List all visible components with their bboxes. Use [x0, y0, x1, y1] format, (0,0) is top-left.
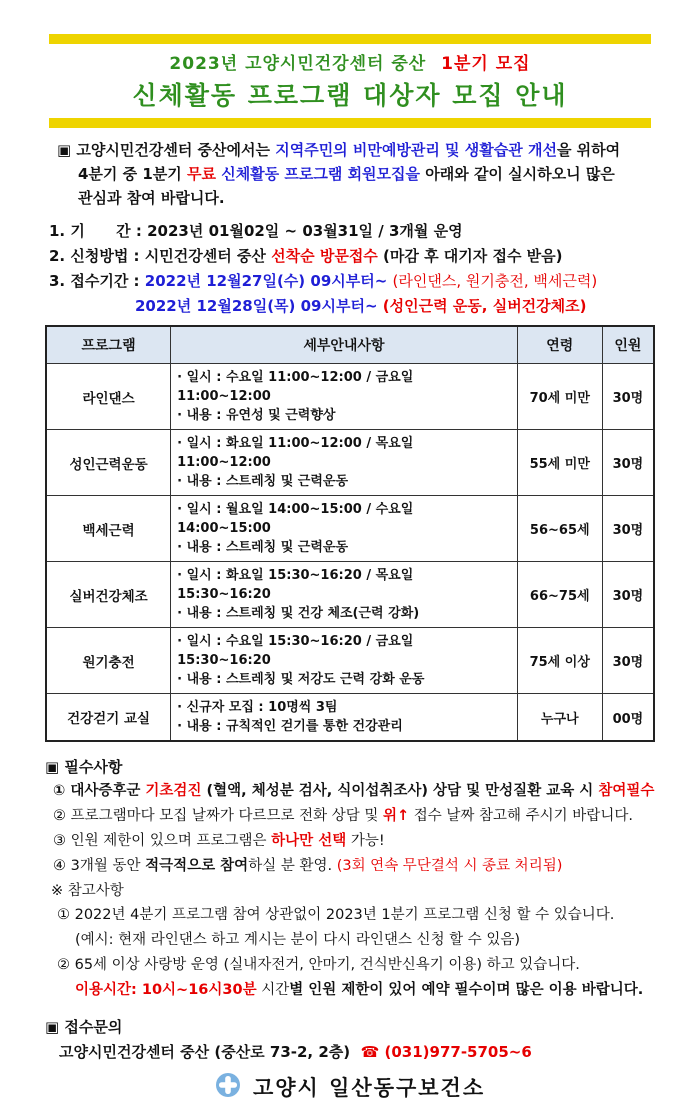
table-row: [46, 562, 654, 628]
intro-paragraph: [57, 138, 655, 210]
requirement-item: ② 프로그램마다 모집 날짜가 다르므로 전화 상담 및 위↑ 접수 날짜 참고해 주시기 바랍니다.: [53, 808, 633, 824]
col-header-age: 연령: [517, 326, 602, 364]
intro-line: 관심과 참여 바랍니다.: [78, 189, 225, 207]
contact-heading: ▣ 접수문의: [45, 1018, 123, 1036]
apply-date-line1: 3. 접수기간 : 2022년 12월27일(수) 09시부터~ (라인댄스, 원기충전, 백세근력): [49, 272, 598, 290]
capacity-cell: 30명: [602, 562, 654, 628]
table-row: [46, 694, 654, 742]
age-cell: 56~65세: [517, 496, 602, 562]
detail-line: · 내용 : 규칙적인 걷기를 통한 건강관리: [177, 719, 403, 734]
capacity-cell: 30명: [602, 364, 654, 430]
detail-line: · 일시 : 화요일 11:00~12:00 / 목요일 11:00~12:00: [177, 436, 414, 470]
title-line1: [45, 49, 655, 74]
capacity-cell: 30명: [602, 430, 654, 496]
program-name-cell: 건강걷기 교실: [46, 694, 171, 742]
requirements-list: [45, 779, 655, 879]
detail-line: · 일시 : 월요일 14:00~15:00 / 수요일 14:00~15:00: [177, 502, 414, 536]
detail-line: · 내용 : 스트레칭 및 저강도 근력 강화 운동: [177, 672, 425, 687]
age-cell: 55세 미만: [517, 430, 602, 496]
table-header-row: [46, 326, 654, 364]
page-title: [45, 49, 655, 112]
age-cell: 75세 이상: [517, 628, 602, 694]
intro-line: ▣ 고양시민건강센터 중산에서는 지역주민의 비만예방관리 및 생활습관 개선을 위하여: [57, 141, 621, 159]
detail-line: · 내용 : 유연성 및 근력향상: [177, 408, 336, 423]
program-name-cell: 백세근력: [46, 496, 171, 562]
detail-line: · 신규자 모집 : 10명씩 3팀: [177, 700, 338, 715]
col-header-capacity: 인원: [602, 326, 654, 364]
age-cell: 누구나: [517, 694, 602, 742]
note-line: ② 65세 이상 사랑방 운영 (실내자전거, 안마기, 건식반신욕기 이용) 하고 있습니다.: [57, 957, 580, 973]
program-name-cell: 라인댄스: [46, 364, 171, 430]
program-name-cell: 원기충전: [46, 628, 171, 694]
detail-cell: [171, 628, 518, 694]
requirements-heading: ▣ 필수사항: [45, 758, 123, 776]
intro-line: 4분기 중 1분기 무료 신체활동 프로그램 회원모집을 아래와 같이 실시하오니 많은: [78, 165, 615, 183]
table-row: [46, 628, 654, 694]
table-row: [46, 364, 654, 430]
contact-line: 고양시민건강센터 중산 (중산로 73-2, 2층) ☎ (031)977-5705~6: [59, 1043, 532, 1061]
detail-line: · 내용 : 스트레칭 및 건강 체조(근력 강화): [177, 606, 420, 621]
capacity-cell: 30명: [602, 628, 654, 694]
apply-method-line: 2. 신청방법 : 시민건강센터 중산 선착순 방문접수 (마감 후 대기자 접수 받음): [49, 247, 563, 265]
title-line1-red: 1분기 모집: [441, 54, 531, 74]
detail-cell: [171, 562, 518, 628]
detail-line: · 내용 : 스트레칭 및 근력운동: [177, 474, 349, 489]
note-line: ① 2022년 4분기 프로그램 참여 상관없이 2023년 1분기 프로그램 신청 할 수 있습니다.: [57, 907, 615, 923]
detail-line: · 일시 : 수요일 11:00~12:00 / 금요일 11:00~12:00: [177, 370, 414, 404]
requirement-item: ④ 3개월 동안 적극적으로 참여하실 분 환영. (3회 연속 무단결석 시 종료 처리됨): [53, 858, 563, 874]
table-row: [46, 496, 654, 562]
detail-line: · 일시 : 수요일 15:30~16:20 / 금요일 15:30~16:20: [177, 634, 414, 668]
apply-date-line2: 2022년 12월28일(목) 09시부터~ (성인근력 운동, 실버건강체조): [135, 297, 587, 315]
apply-period-line: 1. 기 간 : 2023년 01월02일 ~ 03월31일 / 3개월 운영: [49, 222, 463, 240]
notes-heading: ※ 참고사항: [51, 883, 124, 899]
detail-cell: [171, 364, 518, 430]
age-cell: 66~75세: [517, 562, 602, 628]
col-header-program: 프로그램: [46, 326, 171, 364]
detail-cell: [171, 496, 518, 562]
header-band-bottom: [49, 118, 651, 128]
program-name-cell: 성인근력운동: [46, 430, 171, 496]
title-line1-green: 2023년 고양시민건강센터 중산: [169, 54, 427, 74]
application-info-list: [49, 219, 655, 319]
capacity-cell: 30명: [602, 496, 654, 562]
col-header-details: 세부안내사항: [171, 326, 518, 364]
table-row: [46, 430, 654, 496]
note-line: (예시: 현재 라인댄스 하고 계시는 분이 다시 라인댄스 신청 할 수 있음): [75, 932, 521, 948]
detail-line: · 일시 : 화요일 15:30~16:20 / 목요일 15:30~16:20: [177, 568, 414, 602]
detail-line: · 내용 : 스트레칭 및 근력운동: [177, 540, 349, 555]
health-cross-logo: [215, 1072, 241, 1102]
footer: [45, 1072, 655, 1102]
requirement-item: ① 대사증후군 기초검진 (혈액, 체성분 검사, 식이섭취조사) 상담 및 만성질환 교육 시 참여필수: [53, 783, 655, 799]
note-line: 이용시간: 10시~16시30분 시간별 인원 제한이 있어 예약 필수이며 많은 이용 바랍니다.: [75, 982, 644, 998]
program-name-cell: 실버건강체조: [46, 562, 171, 628]
notes-list: [45, 903, 655, 1003]
header-band-top: [49, 34, 651, 44]
title-line2: 신체활동 프로그램 대상자 모집 안내: [132, 81, 568, 110]
footer-org-name: 고양시 일산동구보건소: [252, 1076, 486, 1100]
program-table: [45, 325, 655, 742]
age-cell: 70세 미만: [517, 364, 602, 430]
capacity-cell: 00명: [602, 694, 654, 742]
requirement-item: ③ 인원 제한이 있으며 프로그램은 하나만 선택 가능!: [53, 833, 385, 849]
detail-cell: [171, 430, 518, 496]
detail-cell: [171, 694, 518, 742]
